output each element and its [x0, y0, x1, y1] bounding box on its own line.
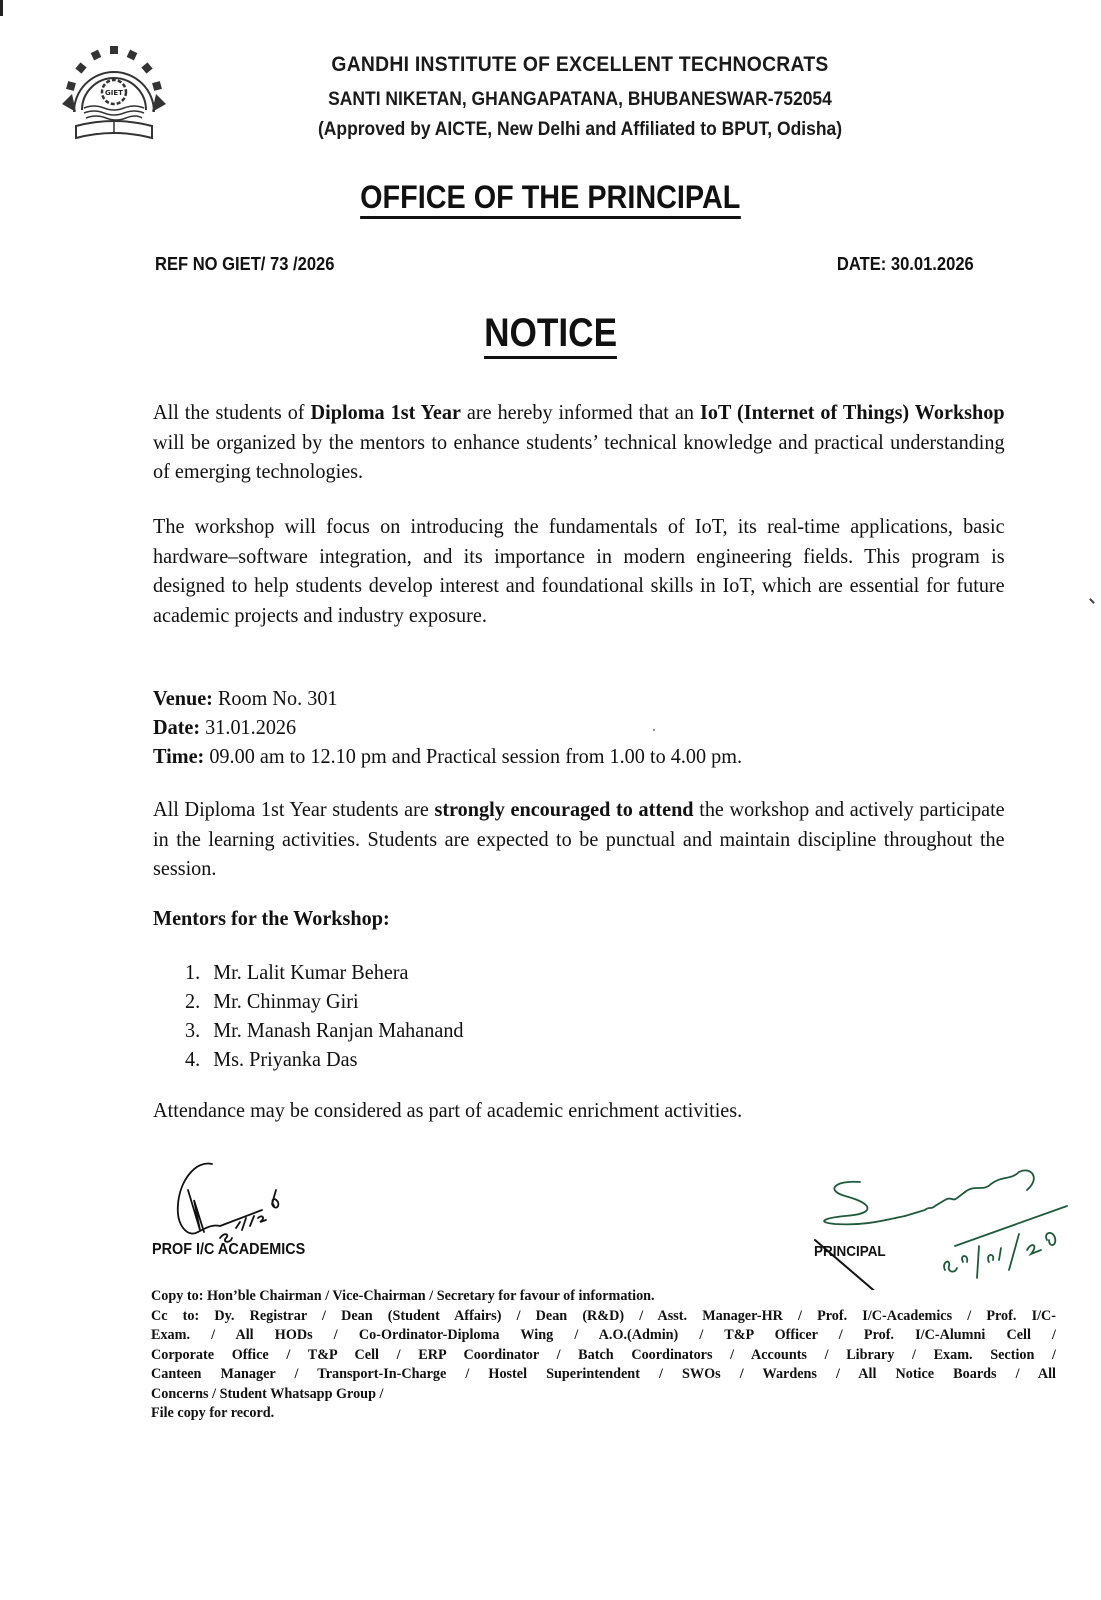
intro-bold-audience: Diploma 1st Year: [310, 400, 461, 424]
reference-number: REF NO GIET/ 73 /2026: [155, 254, 335, 274]
mentor-item: [185, 1045, 464, 1074]
intro-text-3: will be organized by the mentors to enhance students’ technical knowledge and practical understanding of emerging technologies.: [153, 429, 1005, 483]
venue-value: Room No. 301: [212, 686, 338, 710]
institute-logo: [60, 42, 168, 150]
cc-to-line: Corporate Office / T&P Cell / ERP Coordinator / Batch Coordinators / Accounts / Library / Exam. Section /: [151, 1346, 1056, 1363]
date-line: [153, 713, 742, 742]
scan-edge-mark: [0, 0, 3, 16]
distribution-list: [151, 1287, 1056, 1424]
institute-address: SANTI NIKETAN, GHANGAPATANA, BHUBANESWAR-752054: [328, 89, 832, 110]
focus-paragraph: The workshop will focus on introducing the fundamentals of IoT, its real-time applications, basic hardware–software integration, and its importance in modern engineering fields. This program is designed to help students develop interest and foundational skills in IoT, which are essential for future academic projects and industry exposure.: [153, 514, 1005, 627]
mentor-name: Mr. Chinmay Giri: [213, 989, 359, 1013]
institute-name: GANDHI INSTITUTE OF EXCELLENT TECHNOCRATS: [331, 53, 829, 76]
mentor-item: [185, 958, 464, 987]
institute-approval: (Approved by AICTE, New Delhi and Affiliated to BPUT, Odisha): [317, 119, 843, 140]
cc-to-line: Cc to: Dy. Registrar / Dean (Student Affairs) / Dean (R&D) / Asst. Manager-HR / Prof. I/C-Academics / Prof. I/C-: [151, 1307, 1056, 1324]
time-value: 09.00 am to 12.10 pm and Practical session from 1.00 to 4.00 pm.: [204, 744, 743, 768]
copy-to-line: Copy to: Hon’ble Chairman / Vice-Chairman / Secretary for favour of information.: [151, 1288, 655, 1304]
institute-header: [200, 50, 960, 144]
cc-to-line: Exam. / All HODs / Co-Ordinator-Diploma Wing / A.O.(Admin) / T&P Officer / Prof. I/C-Alumni Cell /: [151, 1327, 1056, 1343]
document-date: DATE: 30.01.2026: [837, 254, 974, 274]
mentor-number: 2.: [185, 989, 201, 1013]
prof-academics-label: PROF I/C ACADEMICS: [152, 1241, 306, 1258]
time-line: [153, 742, 742, 771]
venue-label: Venue:: [153, 686, 213, 710]
event-details: [153, 684, 742, 771]
prof-academics-signature: [170, 1160, 320, 1250]
mentors-heading: Mentors for the Workshop:: [153, 906, 390, 930]
file-copy-line: File copy for record.: [151, 1405, 275, 1421]
logo-text: GIET: [105, 89, 123, 97]
mentor-list: [185, 958, 464, 1074]
scan-stray-mark: [1089, 598, 1095, 604]
attendance-text-1: All Diploma 1st Year students are: [153, 797, 435, 821]
notice-title: [0, 310, 1101, 359]
notice-title-text: NOTICE: [484, 310, 617, 359]
closing-statement: Attendance may be considered as part of academic enrichment activities.: [153, 1098, 743, 1122]
attendance-paragraph: [153, 795, 1005, 884]
mentor-number: 1.: [185, 960, 201, 984]
mentor-number: 3.: [185, 1018, 201, 1042]
office-title-text: OFFICE OF THE PRINCIPAL: [360, 178, 740, 219]
mentor-item: [185, 987, 464, 1016]
intro-text-2: are hereby informed that an: [460, 400, 700, 424]
venue-line: [153, 684, 742, 713]
office-title: [0, 178, 1101, 219]
intro-paragraph: [153, 398, 1005, 487]
time-label: Time:: [153, 744, 205, 768]
date-value: 31.01.2026: [200, 715, 297, 739]
mentor-name: Mr. Lalit Kumar Behera: [213, 960, 409, 984]
mentor-name: Ms. Priyanka Das: [213, 1047, 358, 1071]
cc-to-line: Concerns / Student Whatsapp Group /: [151, 1385, 384, 1402]
principal-label: PRINCIPAL: [814, 1244, 886, 1260]
cc-to-line: Canteen Manager / Transport-In-Charge / Hostel Superintendent / SWOs / Wardens / All Notice Boards / All: [151, 1366, 1056, 1382]
attendance-bold: strongly encouraged to attend: [434, 797, 694, 821]
date-label: Date:: [153, 715, 201, 739]
attendance-text-2: the workshop and actively participate in the learning activities. Students are expected to be punctual and maintain discipline throughout the session.: [153, 797, 1005, 880]
intro-bold-workshop: IoT (Internet of Things) Workshop: [699, 400, 1005, 424]
intro-text-1: All the students of: [153, 400, 311, 424]
mentor-number: 4.: [185, 1047, 201, 1071]
mentor-item: [185, 1016, 464, 1045]
mentor-name: Mr. Manash Ranjan Mahanand: [213, 1018, 464, 1042]
principal-signature: [805, 1150, 1075, 1290]
